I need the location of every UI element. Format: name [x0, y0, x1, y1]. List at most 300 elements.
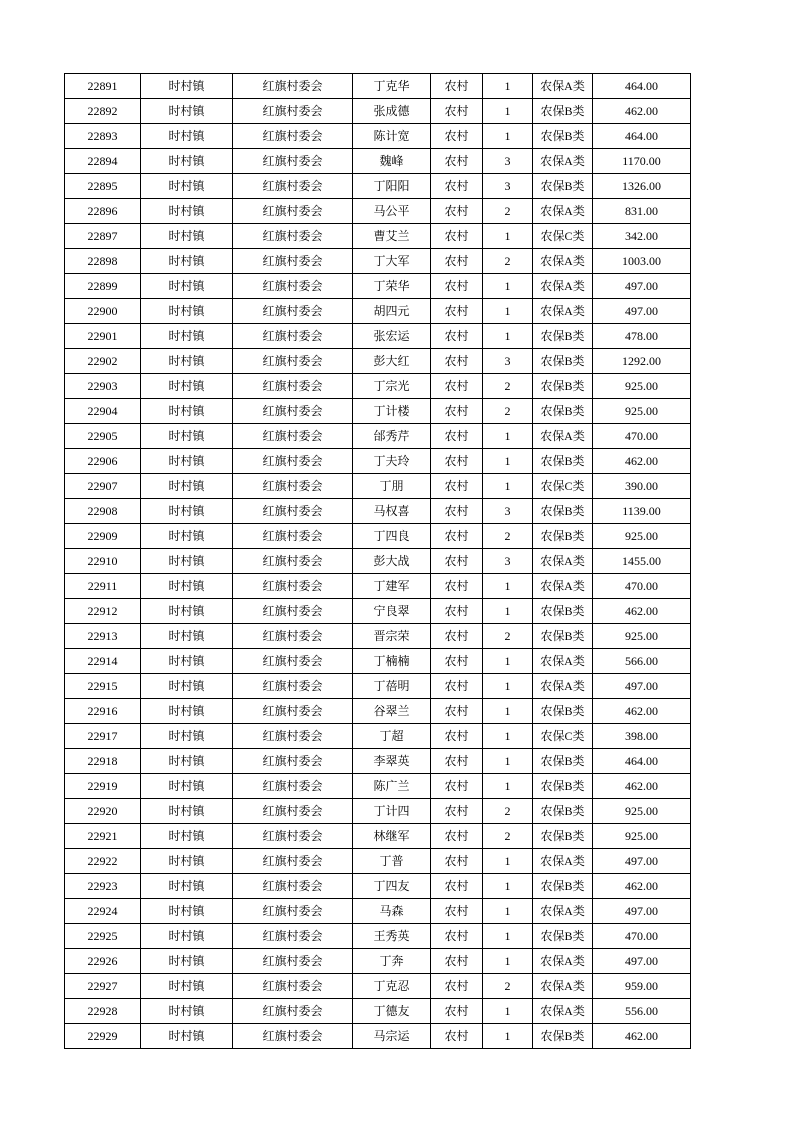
cell-village-committee: 红旗村委会 [233, 824, 353, 849]
cell-amount: 497.00 [593, 299, 691, 324]
cell-amount: 390.00 [593, 474, 691, 499]
table-row [65, 1024, 691, 1049]
cell-residence-type: 农村 [431, 274, 483, 299]
cell-town: 时村镇 [141, 924, 233, 949]
cell-amount: 464.00 [593, 74, 691, 99]
cell-person-name: 丁宗光 [353, 374, 431, 399]
cell-person-count: 3 [483, 499, 533, 524]
cell-insurance-category: 农保B类 [533, 699, 593, 724]
cell-person-name: 谷翠兰 [353, 699, 431, 724]
cell-residence-type: 农村 [431, 224, 483, 249]
cell-village-committee: 红旗村委会 [233, 749, 353, 774]
cell-person-count: 1 [483, 1024, 533, 1049]
cell-amount: 462.00 [593, 99, 691, 124]
cell-record-id: 22924 [65, 899, 141, 924]
table-body [65, 74, 691, 1049]
cell-person-name: 彭大红 [353, 349, 431, 374]
cell-insurance-category: 农保B类 [533, 174, 593, 199]
cell-residence-type: 农村 [431, 349, 483, 374]
cell-record-id: 22911 [65, 574, 141, 599]
cell-person-name: 魏峰 [353, 149, 431, 174]
cell-residence-type: 农村 [431, 124, 483, 149]
cell-town: 时村镇 [141, 874, 233, 899]
cell-person-name: 丁大军 [353, 249, 431, 274]
cell-town: 时村镇 [141, 174, 233, 199]
cell-insurance-category: 农保B类 [533, 749, 593, 774]
cell-insurance-category: 农保B类 [533, 374, 593, 399]
cell-residence-type: 农村 [431, 924, 483, 949]
cell-person-name: 丁蓓明 [353, 674, 431, 699]
table-row [65, 799, 691, 824]
cell-insurance-category: 农保A类 [533, 674, 593, 699]
cell-town: 时村镇 [141, 74, 233, 99]
cell-person-count: 2 [483, 524, 533, 549]
cell-person-count: 2 [483, 374, 533, 399]
cell-town: 时村镇 [141, 699, 233, 724]
cell-record-id: 22919 [65, 774, 141, 799]
table-row [65, 174, 691, 199]
cell-town: 时村镇 [141, 574, 233, 599]
cell-record-id: 22894 [65, 149, 141, 174]
cell-residence-type: 农村 [431, 324, 483, 349]
cell-record-id: 22929 [65, 1024, 141, 1049]
cell-person-count: 1 [483, 449, 533, 474]
cell-town: 时村镇 [141, 999, 233, 1024]
cell-insurance-category: 农保B类 [533, 499, 593, 524]
cell-amount: 470.00 [593, 924, 691, 949]
cell-town: 时村镇 [141, 949, 233, 974]
cell-record-id: 22928 [65, 999, 141, 1024]
cell-village-committee: 红旗村委会 [233, 624, 353, 649]
cell-amount: 464.00 [593, 124, 691, 149]
cell-insurance-category: 农保B类 [533, 774, 593, 799]
cell-person-count: 1 [483, 849, 533, 874]
cell-person-count: 1 [483, 999, 533, 1024]
cell-town: 时村镇 [141, 124, 233, 149]
cell-person-count: 3 [483, 349, 533, 374]
cell-record-id: 22917 [65, 724, 141, 749]
cell-amount: 497.00 [593, 949, 691, 974]
cell-person-count: 2 [483, 199, 533, 224]
cell-record-id: 22905 [65, 424, 141, 449]
table-row [65, 274, 691, 299]
cell-insurance-category: 农保A类 [533, 199, 593, 224]
cell-insurance-category: 农保B类 [533, 124, 593, 149]
cell-record-id: 22914 [65, 649, 141, 674]
cell-town: 时村镇 [141, 649, 233, 674]
cell-residence-type: 农村 [431, 424, 483, 449]
cell-town: 时村镇 [141, 849, 233, 874]
cell-person-count: 1 [483, 299, 533, 324]
cell-record-id: 22900 [65, 299, 141, 324]
cell-person-name: 马公平 [353, 199, 431, 224]
cell-village-committee: 红旗村委会 [233, 199, 353, 224]
cell-person-count: 1 [483, 224, 533, 249]
cell-village-committee: 红旗村委会 [233, 899, 353, 924]
table-row [65, 699, 691, 724]
cell-amount: 1139.00 [593, 499, 691, 524]
cell-amount: 497.00 [593, 899, 691, 924]
cell-amount: 462.00 [593, 449, 691, 474]
cell-record-id: 22926 [65, 949, 141, 974]
cell-village-committee: 红旗村委会 [233, 424, 353, 449]
cell-residence-type: 农村 [431, 574, 483, 599]
cell-insurance-category: 农保A类 [533, 899, 593, 924]
cell-amount: 470.00 [593, 424, 691, 449]
cell-town: 时村镇 [141, 374, 233, 399]
cell-village-committee: 红旗村委会 [233, 449, 353, 474]
cell-residence-type: 农村 [431, 674, 483, 699]
cell-person-name: 王秀英 [353, 924, 431, 949]
table-row [65, 99, 691, 124]
cell-village-committee: 红旗村委会 [233, 649, 353, 674]
table-row [65, 324, 691, 349]
table-row [65, 249, 691, 274]
cell-person-count: 1 [483, 424, 533, 449]
cell-record-id: 22897 [65, 224, 141, 249]
cell-person-name: 宁良翠 [353, 599, 431, 624]
cell-village-committee: 红旗村委会 [233, 774, 353, 799]
table-row [65, 674, 691, 699]
cell-insurance-category: 农保B类 [533, 449, 593, 474]
cell-village-committee: 红旗村委会 [233, 674, 353, 699]
cell-insurance-category: 农保A类 [533, 974, 593, 999]
cell-village-committee: 红旗村委会 [233, 474, 353, 499]
cell-insurance-category: 农保B类 [533, 1024, 593, 1049]
cell-person-count: 1 [483, 699, 533, 724]
cell-residence-type: 农村 [431, 749, 483, 774]
cell-person-count: 1 [483, 774, 533, 799]
cell-residence-type: 农村 [431, 499, 483, 524]
cell-residence-type: 农村 [431, 774, 483, 799]
table-row [65, 774, 691, 799]
cell-person-name: 马权喜 [353, 499, 431, 524]
table-row [65, 149, 691, 174]
cell-amount: 925.00 [593, 399, 691, 424]
cell-amount: 566.00 [593, 649, 691, 674]
cell-insurance-category: 农保A类 [533, 274, 593, 299]
cell-person-count: 3 [483, 549, 533, 574]
cell-record-id: 22909 [65, 524, 141, 549]
table-row [65, 299, 691, 324]
cell-insurance-category: 农保B类 [533, 824, 593, 849]
table-row [65, 649, 691, 674]
cell-town: 时村镇 [141, 399, 233, 424]
cell-amount: 462.00 [593, 599, 691, 624]
cell-amount: 462.00 [593, 874, 691, 899]
cell-person-count: 1 [483, 724, 533, 749]
cell-amount: 398.00 [593, 724, 691, 749]
cell-person-name: 林继军 [353, 824, 431, 849]
cell-record-id: 22912 [65, 599, 141, 624]
cell-residence-type: 农村 [431, 624, 483, 649]
cell-person-name: 丁荣华 [353, 274, 431, 299]
cell-village-committee: 红旗村委会 [233, 849, 353, 874]
cell-person-name: 丁普 [353, 849, 431, 874]
cell-person-count: 1 [483, 874, 533, 899]
cell-person-name: 李翠英 [353, 749, 431, 774]
table-row [65, 724, 691, 749]
cell-person-count: 2 [483, 249, 533, 274]
cell-residence-type: 农村 [431, 199, 483, 224]
cell-record-id: 22901 [65, 324, 141, 349]
cell-town: 时村镇 [141, 299, 233, 324]
table-row [65, 549, 691, 574]
cell-person-count: 2 [483, 399, 533, 424]
cell-person-count: 1 [483, 274, 533, 299]
cell-residence-type: 农村 [431, 824, 483, 849]
cell-record-id: 22895 [65, 174, 141, 199]
cell-village-committee: 红旗村委会 [233, 924, 353, 949]
table-row [65, 899, 691, 924]
cell-town: 时村镇 [141, 499, 233, 524]
cell-village-committee: 红旗村委会 [233, 699, 353, 724]
cell-insurance-category: 农保B类 [533, 349, 593, 374]
cell-record-id: 22922 [65, 849, 141, 874]
cell-record-id: 22908 [65, 499, 141, 524]
cell-village-committee: 红旗村委会 [233, 174, 353, 199]
cell-residence-type: 农村 [431, 599, 483, 624]
cell-town: 时村镇 [141, 774, 233, 799]
cell-village-committee: 红旗村委会 [233, 524, 353, 549]
cell-residence-type: 农村 [431, 399, 483, 424]
cell-person-count: 2 [483, 824, 533, 849]
cell-village-committee: 红旗村委会 [233, 724, 353, 749]
cell-residence-type: 农村 [431, 799, 483, 824]
cell-person-name: 丁奔 [353, 949, 431, 974]
cell-person-name: 丁计四 [353, 799, 431, 824]
cell-record-id: 22906 [65, 449, 141, 474]
cell-insurance-category: 农保A类 [533, 424, 593, 449]
cell-record-id: 22907 [65, 474, 141, 499]
cell-record-id: 22918 [65, 749, 141, 774]
cell-person-count: 1 [483, 674, 533, 699]
table-row [65, 924, 691, 949]
cell-town: 时村镇 [141, 449, 233, 474]
cell-town: 时村镇 [141, 99, 233, 124]
cell-village-committee: 红旗村委会 [233, 99, 353, 124]
cell-amount: 342.00 [593, 224, 691, 249]
cell-person-name: 胡四元 [353, 299, 431, 324]
table-row [65, 574, 691, 599]
cell-village-committee: 红旗村委会 [233, 249, 353, 274]
cell-person-name: 马森 [353, 899, 431, 924]
table-row [65, 124, 691, 149]
cell-record-id: 22913 [65, 624, 141, 649]
cell-residence-type: 农村 [431, 899, 483, 924]
cell-person-count: 3 [483, 174, 533, 199]
cell-town: 时村镇 [141, 674, 233, 699]
cell-record-id: 22891 [65, 74, 141, 99]
cell-insurance-category: 农保B类 [533, 324, 593, 349]
table-row [65, 824, 691, 849]
cell-amount: 462.00 [593, 1024, 691, 1049]
cell-record-id: 22903 [65, 374, 141, 399]
cell-person-count: 1 [483, 899, 533, 924]
cell-person-name: 丁计楼 [353, 399, 431, 424]
cell-residence-type: 农村 [431, 1024, 483, 1049]
cell-residence-type: 农村 [431, 99, 483, 124]
cell-town: 时村镇 [141, 599, 233, 624]
cell-residence-type: 农村 [431, 649, 483, 674]
cell-town: 时村镇 [141, 624, 233, 649]
cell-residence-type: 农村 [431, 874, 483, 899]
cell-residence-type: 农村 [431, 949, 483, 974]
cell-residence-type: 农村 [431, 74, 483, 99]
cell-insurance-category: 农保A类 [533, 549, 593, 574]
cell-town: 时村镇 [141, 424, 233, 449]
cell-record-id: 22899 [65, 274, 141, 299]
cell-town: 时村镇 [141, 524, 233, 549]
table-row [65, 949, 691, 974]
cell-person-name: 马宗运 [353, 1024, 431, 1049]
cell-insurance-category: 农保A类 [533, 574, 593, 599]
cell-village-committee: 红旗村委会 [233, 549, 353, 574]
cell-record-id: 22896 [65, 199, 141, 224]
cell-town: 时村镇 [141, 199, 233, 224]
cell-insurance-category: 农保A类 [533, 949, 593, 974]
cell-person-name: 丁克忍 [353, 974, 431, 999]
cell-village-committee: 红旗村委会 [233, 999, 353, 1024]
cell-person-name: 张宏运 [353, 324, 431, 349]
cell-person-name: 彭大战 [353, 549, 431, 574]
cell-residence-type: 农村 [431, 474, 483, 499]
cell-residence-type: 农村 [431, 249, 483, 274]
cell-insurance-category: 农保A类 [533, 849, 593, 874]
cell-village-committee: 红旗村委会 [233, 399, 353, 424]
cell-residence-type: 农村 [431, 149, 483, 174]
cell-person-count: 1 [483, 949, 533, 974]
cell-village-committee: 红旗村委会 [233, 499, 353, 524]
cell-person-count: 2 [483, 624, 533, 649]
table-row [65, 849, 691, 874]
cell-village-committee: 红旗村委会 [233, 374, 353, 399]
cell-town: 时村镇 [141, 549, 233, 574]
cell-town: 时村镇 [141, 274, 233, 299]
cell-amount: 1003.00 [593, 249, 691, 274]
cell-town: 时村镇 [141, 224, 233, 249]
cell-insurance-category: 农保C类 [533, 724, 593, 749]
cell-town: 时村镇 [141, 349, 233, 374]
cell-person-count: 2 [483, 974, 533, 999]
cell-insurance-category: 农保B类 [533, 599, 593, 624]
cell-town: 时村镇 [141, 324, 233, 349]
cell-insurance-category: 农保A类 [533, 299, 593, 324]
cell-village-committee: 红旗村委会 [233, 599, 353, 624]
table-row [65, 499, 691, 524]
table-row [65, 449, 691, 474]
cell-insurance-category: 农保B类 [533, 924, 593, 949]
cell-record-id: 22916 [65, 699, 141, 724]
cell-person-count: 1 [483, 649, 533, 674]
table-row [65, 874, 691, 899]
cell-residence-type: 农村 [431, 999, 483, 1024]
table-row [65, 424, 691, 449]
cell-village-committee: 红旗村委会 [233, 574, 353, 599]
cell-insurance-category: 农保C类 [533, 224, 593, 249]
cell-residence-type: 农村 [431, 299, 483, 324]
cell-town: 时村镇 [141, 749, 233, 774]
cell-amount: 925.00 [593, 374, 691, 399]
cell-residence-type: 农村 [431, 449, 483, 474]
cell-record-id: 22892 [65, 99, 141, 124]
table-row [65, 74, 691, 99]
cell-record-id: 22902 [65, 349, 141, 374]
cell-residence-type: 农村 [431, 549, 483, 574]
cell-residence-type: 农村 [431, 724, 483, 749]
cell-insurance-category: 农保B类 [533, 624, 593, 649]
cell-insurance-category: 农保A类 [533, 649, 593, 674]
cell-record-id: 22921 [65, 824, 141, 849]
cell-amount: 1170.00 [593, 149, 691, 174]
cell-residence-type: 农村 [431, 174, 483, 199]
cell-person-name: 丁阳阳 [353, 174, 431, 199]
cell-record-id: 22923 [65, 874, 141, 899]
cell-person-name: 丁四友 [353, 874, 431, 899]
pension-roster-table [64, 73, 691, 1049]
cell-person-name: 丁建军 [353, 574, 431, 599]
table-row [65, 749, 691, 774]
cell-person-count: 1 [483, 749, 533, 774]
cell-town: 时村镇 [141, 474, 233, 499]
cell-amount: 925.00 [593, 824, 691, 849]
cell-person-count: 1 [483, 574, 533, 599]
cell-amount: 464.00 [593, 749, 691, 774]
cell-town: 时村镇 [141, 974, 233, 999]
cell-insurance-category: 农保B类 [533, 399, 593, 424]
cell-person-name: 晋宗荣 [353, 624, 431, 649]
cell-person-count: 1 [483, 124, 533, 149]
table-row [65, 199, 691, 224]
cell-person-count: 1 [483, 924, 533, 949]
cell-village-committee: 红旗村委会 [233, 149, 353, 174]
cell-person-name: 邰秀芹 [353, 424, 431, 449]
cell-village-committee: 红旗村委会 [233, 74, 353, 99]
cell-insurance-category: 农保B类 [533, 524, 593, 549]
cell-record-id: 22893 [65, 124, 141, 149]
cell-person-name: 丁超 [353, 724, 431, 749]
cell-village-committee: 红旗村委会 [233, 124, 353, 149]
cell-village-committee: 红旗村委会 [233, 299, 353, 324]
cell-person-count: 2 [483, 799, 533, 824]
cell-amount: 925.00 [593, 524, 691, 549]
cell-amount: 556.00 [593, 999, 691, 1024]
cell-record-id: 22898 [65, 249, 141, 274]
cell-village-committee: 红旗村委会 [233, 1024, 353, 1049]
cell-village-committee: 红旗村委会 [233, 974, 353, 999]
cell-town: 时村镇 [141, 149, 233, 174]
cell-amount: 497.00 [593, 274, 691, 299]
table-row [65, 599, 691, 624]
table-row [65, 374, 691, 399]
cell-amount: 1326.00 [593, 174, 691, 199]
cell-insurance-category: 农保B类 [533, 874, 593, 899]
cell-record-id: 22910 [65, 549, 141, 574]
table-row [65, 399, 691, 424]
table-row [65, 624, 691, 649]
cell-village-committee: 红旗村委会 [233, 949, 353, 974]
cell-person-count: 3 [483, 149, 533, 174]
cell-person-count: 1 [483, 474, 533, 499]
cell-insurance-category: 农保A类 [533, 999, 593, 1024]
cell-record-id: 22920 [65, 799, 141, 824]
cell-village-committee: 红旗村委会 [233, 274, 353, 299]
cell-amount: 1292.00 [593, 349, 691, 374]
cell-person-name: 张成德 [353, 99, 431, 124]
cell-record-id: 22915 [65, 674, 141, 699]
cell-amount: 478.00 [593, 324, 691, 349]
cell-residence-type: 农村 [431, 374, 483, 399]
